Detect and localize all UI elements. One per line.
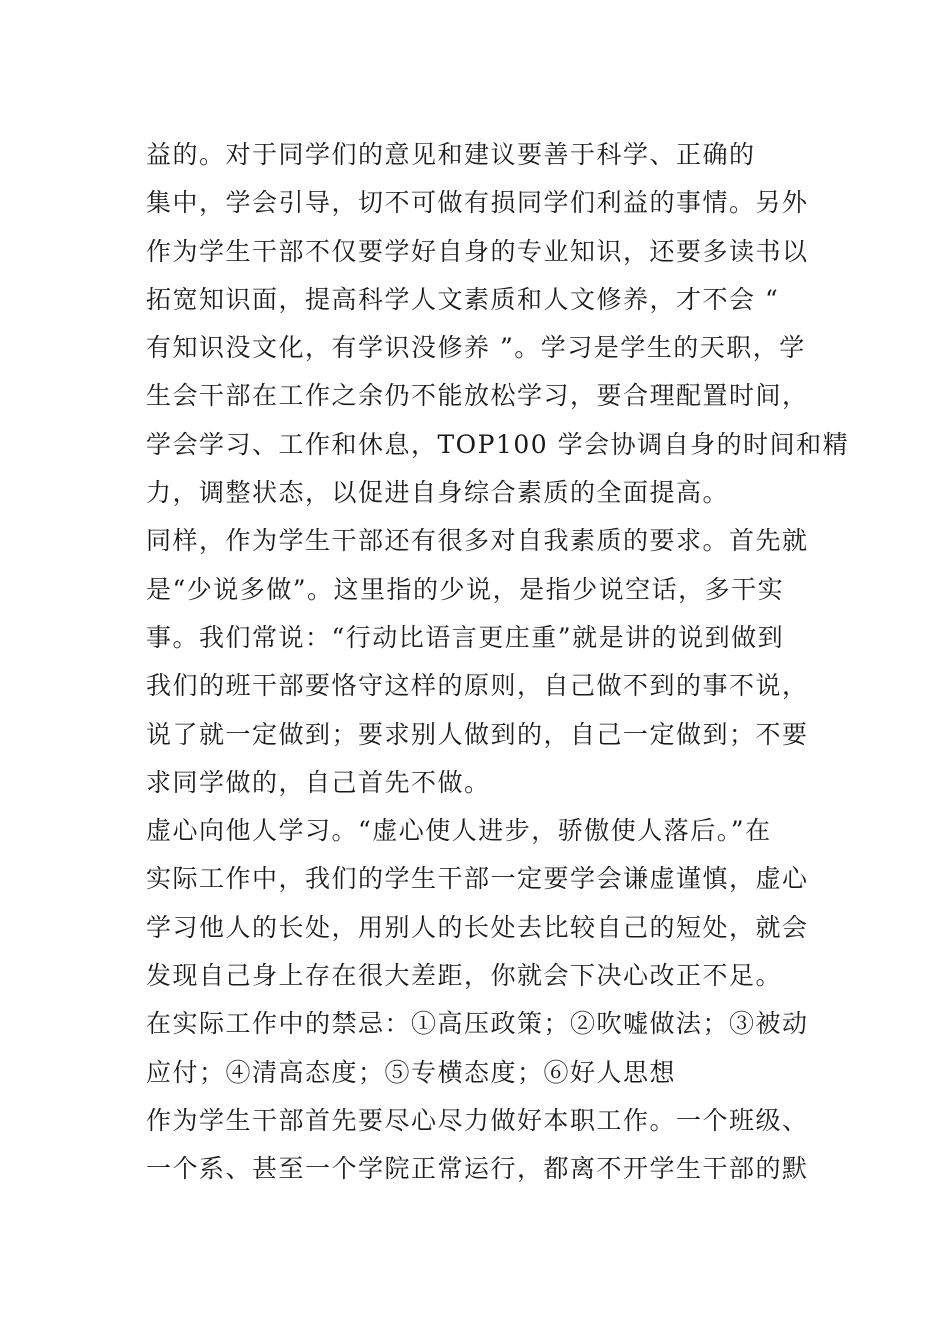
text-line: 虚心向他人学习。“虚心使人进步，骄傲使人落后。”在 (146, 816, 772, 846)
text-line: 实际工作中，我们的学生干部一定要学会谦虚谨慎，虚心 (146, 864, 809, 894)
text-line: 拓宽知识面，提高科学人文素质和人文修养，才不会 “ (146, 284, 780, 314)
text-line: 事。我们常说：“行动比语言更庄重”就是讲的说到做到 (146, 622, 785, 652)
text-line: 说了就一定做到；要求别人做到的，自己一定做到；不要 (146, 719, 809, 749)
text-line: 应付；④清高态度；⑤专横态度；⑥好人思想 (146, 1057, 677, 1087)
text-line: 学习他人的长处，用别人的长处去比较自己的短处，就会 (146, 912, 809, 942)
text-line: 在实际工作中的禁忌：①高压政策；②吹嘘做法；③被动 (146, 1009, 809, 1039)
text-line: 生会干部在工作之余仍不能放松学习，要合理配置时间， (146, 381, 809, 411)
text-line: 有知识没文化，有学识没修养 ”。学习是学生的天职，学 (146, 333, 806, 363)
text-line: 发现自己身上存在很大差距，你就会下决心改正不足。 (146, 961, 783, 991)
text-line: 求同学做的，自己首先不做。 (146, 767, 491, 797)
text-line: 同样，作为学生干部还有很多对自我素质的要求。首先就 (146, 526, 809, 556)
text-line: 作为学生干部不仅要学好自身的专业知识，还要多读书以 (146, 236, 809, 266)
text-line: 作为学生干部首先要尽心尽力做好本职工作。一个班级、 (146, 1105, 809, 1135)
text-line: 学会学习、工作和休息，TOP100 学会协调自身的时间和精 (146, 429, 850, 459)
text-line: 是“少说多做”。这里指的少说，是指少说空话，多干实 (146, 574, 785, 604)
text-line: 力，调整状态，以促进自身综合素质的全面提高。 (146, 478, 730, 508)
document-body-text (146, 131, 850, 1194)
text-line: 我们的班干部要恪守这样的原则，自己做不到的事不说， (146, 671, 809, 701)
text-line: 益的。对于同学们的意见和建议要善于科学、正确的 (146, 140, 756, 169)
text-line: 一个系、甚至一个学院正常运行，都离不开学生干部的默 (146, 1154, 809, 1184)
text-line: 集中，学会引导，切不可做有损同学们利益的事情。另外 (146, 188, 809, 218)
